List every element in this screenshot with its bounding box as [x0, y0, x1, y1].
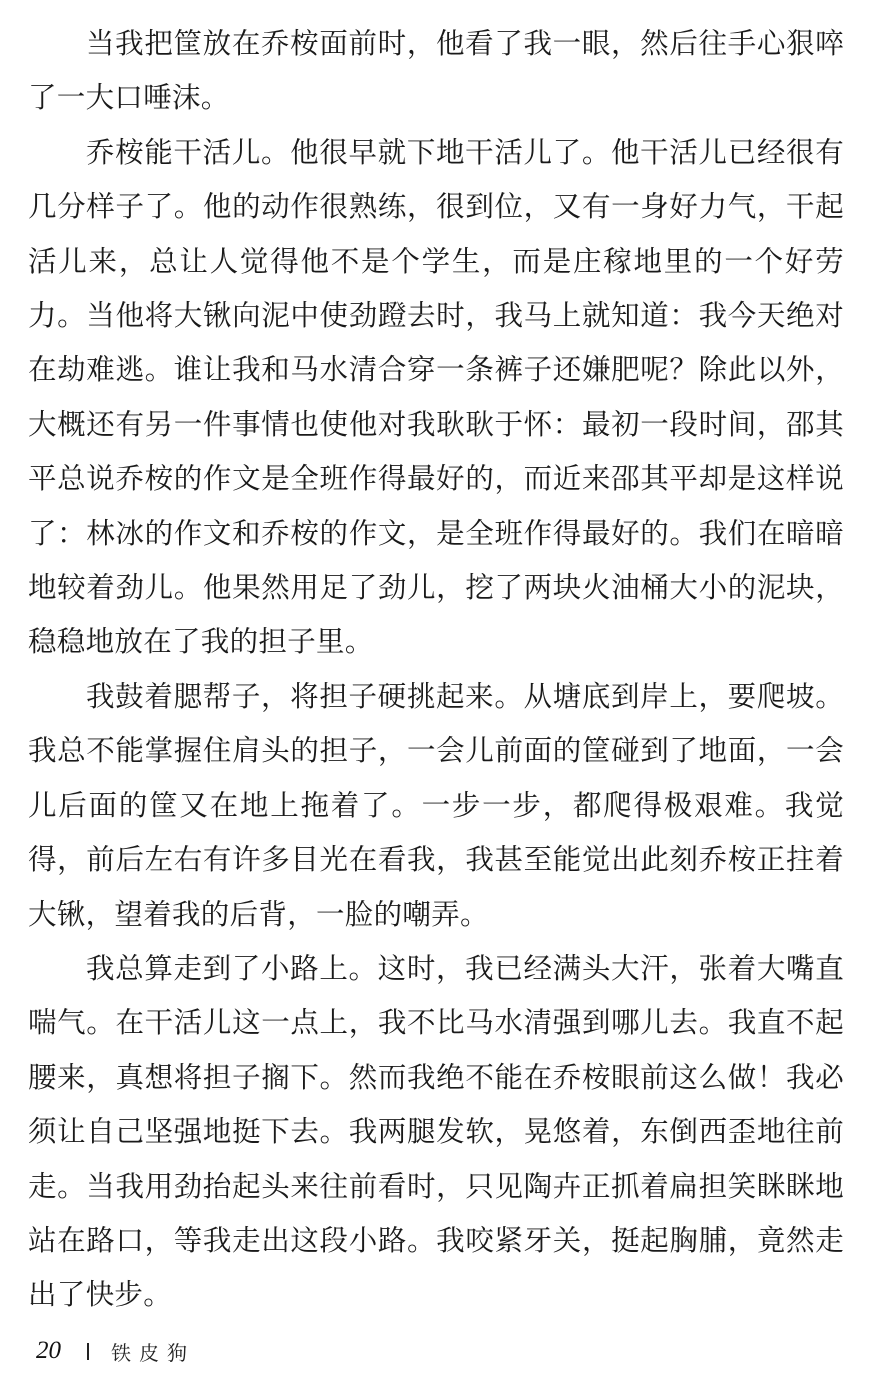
page-footer	[36, 1333, 195, 1369]
paragraph-3: 我鼓着腮帮子，将担子硬挑起来。从塘底到岸上，要爬坡。我总不能掌握住肩头的担子，一会儿前面的筐碰到了地面，一会儿后面的筐又在地上拖着了。一步一步，都爬得极艰难。我觉得，前后左右有许多目光在看我，我甚至能觉出此刻乔桉正拄着大锹，望着我的后背，一脸的嘲弄。	[28, 679, 844, 931]
paragraph-2: 乔桉能干活儿。他很早就下地干活儿了。他干活儿已经很有几分样子了。他的动作很熟练，很到位，又有一身好力气，干起活儿来，总让人觉得他不是个学生，而是庄稼地里的一个好劳力。当他将大锹向泥中使劲蹬去时，我马上就知道：我今天绝对在劫难逃。谁让我和马水清合穿一条裤子还嫌肥呢？除此以外，大概还有另一件事情也使他对我耿耿于怀：最初一段时间，邵其平总说乔桉的作文是全班作得最好的，而近来邵其平却是这样说了：林冰的作文和乔桉的作文，是全班作得最好的。我们在暗暗地较着劲儿。他果然用足了劲儿，挖了两块火油桶大小的泥块，稳稳地放在了我的担子里。	[28, 135, 844, 659]
footer-divider	[87, 1343, 89, 1360]
running-book-title: 铁皮狗	[111, 1340, 195, 1365]
page-number: 20	[36, 1337, 61, 1364]
page-body	[28, 17, 844, 1323]
paragraph-1: 当我把筐放在乔桉面前时，他看了我一眼，然后往手心狠啐了一大口唾沫。	[28, 27, 844, 115]
paragraph-4: 我总算走到了小路上。这时，我已经满头大汗，张着大嘴直喘气。在干活儿这一点上，我不比马水清强到哪儿去。我直不起腰来，真想将担子搁下。然而我绝不能在乔桉眼前这么做！我必须让自己坚强地挺下去。我两腿发软，晃悠着，东倒西歪地往前走。当我用劲抬起头来往前看时，只见陶卉正抓着扁担笑眯眯地站在路口，等我走出这段小路。我咬紧牙关，挺起胸脯，竟然走出了快步。	[28, 951, 844, 1312]
